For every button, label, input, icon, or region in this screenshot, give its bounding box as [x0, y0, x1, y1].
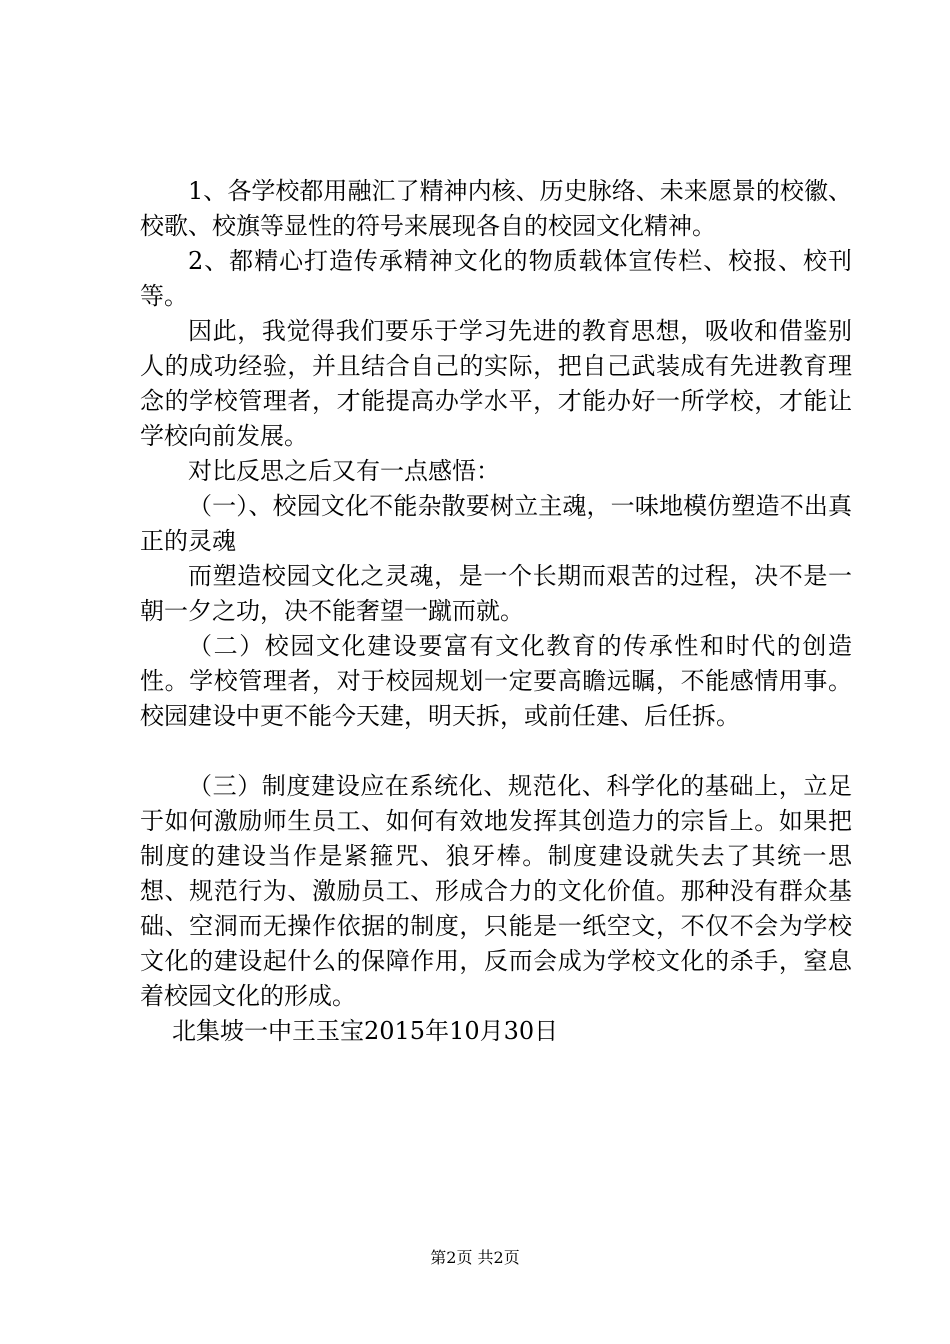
paragraph-3: 因此，我觉得我们要乐于学习先进的教育思想，吸收和借鉴别人的成功经验，并且结合自己的实际，把自己武装成有先进教育理念的学校管理者，才能提高办学水平，才能办好一所学校，才能让学校向前发展。 [140, 317, 852, 450]
paragraph-4: 对比反思之后又有一点感悟： [188, 457, 500, 485]
paragraph-5: （一）、校园文化不能杂散要树立主魂，一味地模仿塑造不出真正的灵魂 [140, 492, 852, 555]
signature-line: 北集坡一中王玉宝2015年10月30日 [172, 1017, 559, 1045]
document-body [140, 174, 852, 1049]
page-footer: 第2页 共2页 [430, 1248, 520, 1267]
paragraph-2: 2、都精心打造传承精神文化的物质载体宣传栏、校报、校刊等。 [140, 247, 852, 310]
paragraph-7: （二）校园文化建设要富有文化教育的传承性和时代的创造性。学校管理者，对于校园规划一定要高瞻远瞩，不能感情用事。校园建设中更不能今天建，明天拆，或前任建、后任拆。 [140, 632, 852, 730]
paragraph-1: 1、各学校都用融汇了精神内核、历史脉络、未来愿景的校徽、校歌、校旗等显性的符号来展现各自的校园文化精神。 [140, 177, 852, 240]
paragraph-8: （三）制度建设应在系统化、规范化、科学化的基础上，立足于如何激励师生员工、如何有效地发挥其创造力的宗旨上。如果把制度的建设当作是紧箍咒、狼牙棒。制度建设就失去了其统一思想、规范行为、激励员工、形成合力的文化价值。那种没有群众基础、空洞而无操作依据的制度，只能是一纸空文，不仅不会为学校文化的建设起什么的保障作用，反而会成为学校文化的杀手，窒息着校园文化的形成。 [140, 772, 852, 1010]
paragraph-6: 而塑造校园文化之灵魂，是一个长期而艰苦的过程，决不是一朝一夕之功，决不能奢望一蹴而就。 [140, 562, 852, 625]
